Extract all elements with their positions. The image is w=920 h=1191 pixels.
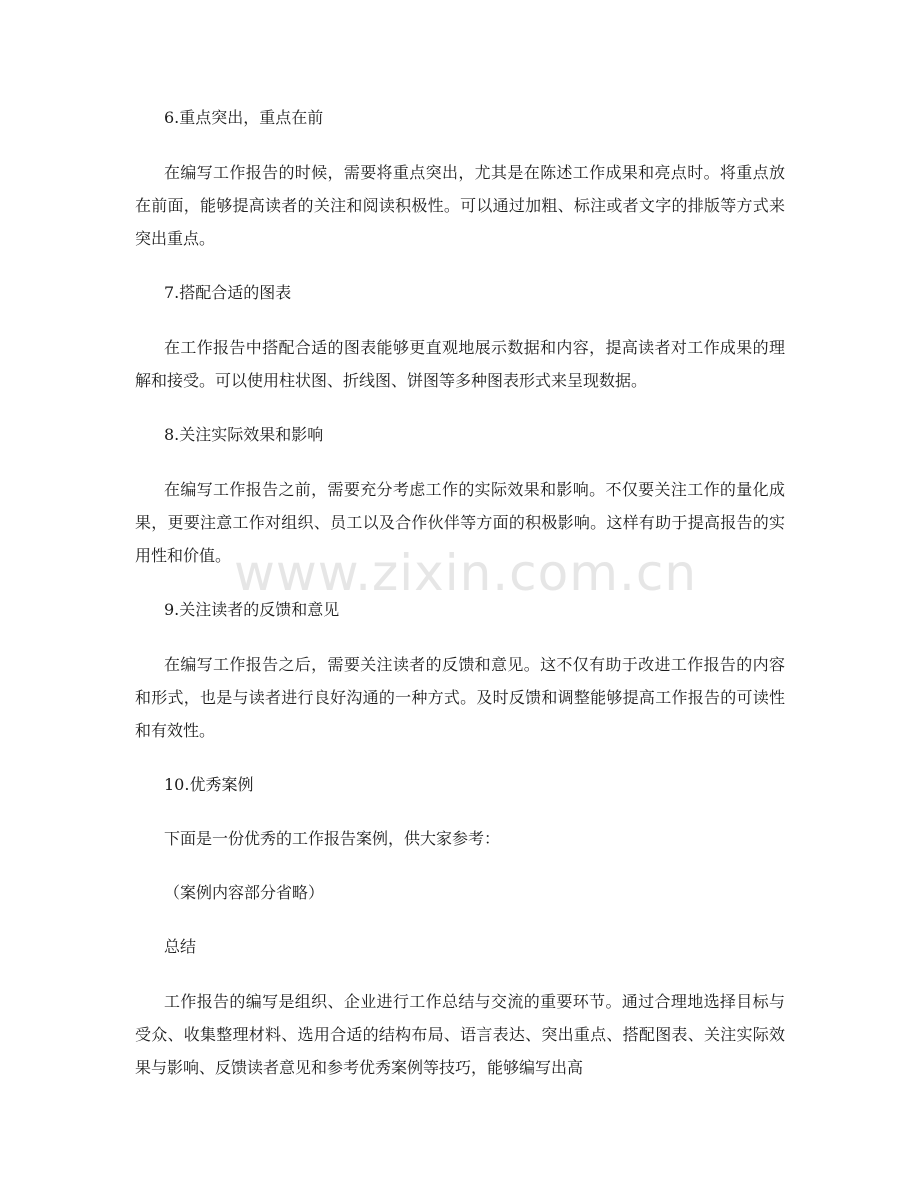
summary-paragraph: 工作报告的编写是组织、企业进行工作总结与交流的重要环节。通过合理地选择目标与受众、收集整理材料、选用合适的结构布局、语言表达、突出重点、搭配图表、关注实际效果与影响、反馈读者意见和参考优秀案例等技巧，能够编写出高 <box>135 992 785 1077</box>
section-10-paragraph: 下面是一份优秀的工作报告案例，供大家参考： <box>164 829 501 848</box>
watermark: www.zixin.com.cn <box>234 544 698 602</box>
section-10-note: （案例内容部分省略） <box>164 883 325 902</box>
section-7-heading: 7.搭配合适的图表 <box>164 283 292 302</box>
section-9-heading: 9.关注读者的反馈和意见 <box>164 600 340 619</box>
section-7-paragraph: 在工作报告中搭配合适的图表能够更直观地展示数据和内容，提高读者对工作成果的理解和接受。可以使用柱状图、折线图、饼图等多种图表形式来呈现数据。 <box>135 338 785 390</box>
section-6-heading: 6.重点突出，重点在前 <box>164 108 324 127</box>
document-content <box>135 102 785 1106</box>
section-8-heading: 8.关注实际效果和影响 <box>164 425 324 444</box>
section-6-paragraph: 在编写工作报告的时候，需要将重点突出，尤其是在陈述工作成果和亮点时。将重点放在前面，能够提高读者的关注和阅读积极性。可以通过加粗、标注或者文字的排版等方式来突出重点。 <box>135 163 785 248</box>
section-10-heading: 10.优秀案例 <box>164 775 254 794</box>
section-8-paragraph: 在编写工作报告之前，需要充分考虑工作的实际效果和影响。不仅要关注工作的量化成果，更要注意工作对组织、员工以及合作伙伴等方面的积极影响。这样有助于提高报告的实用性和价值。 <box>135 480 785 565</box>
summary-heading: 总结 <box>164 937 197 956</box>
section-9-paragraph: 在编写工作报告之后，需要关注读者的反馈和意见。这不仅有助于改进工作报告的内容和形式，也是与读者进行良好沟通的一种方式。及时反馈和调整能够提高工作报告的可读性和有效性。 <box>135 655 785 740</box>
